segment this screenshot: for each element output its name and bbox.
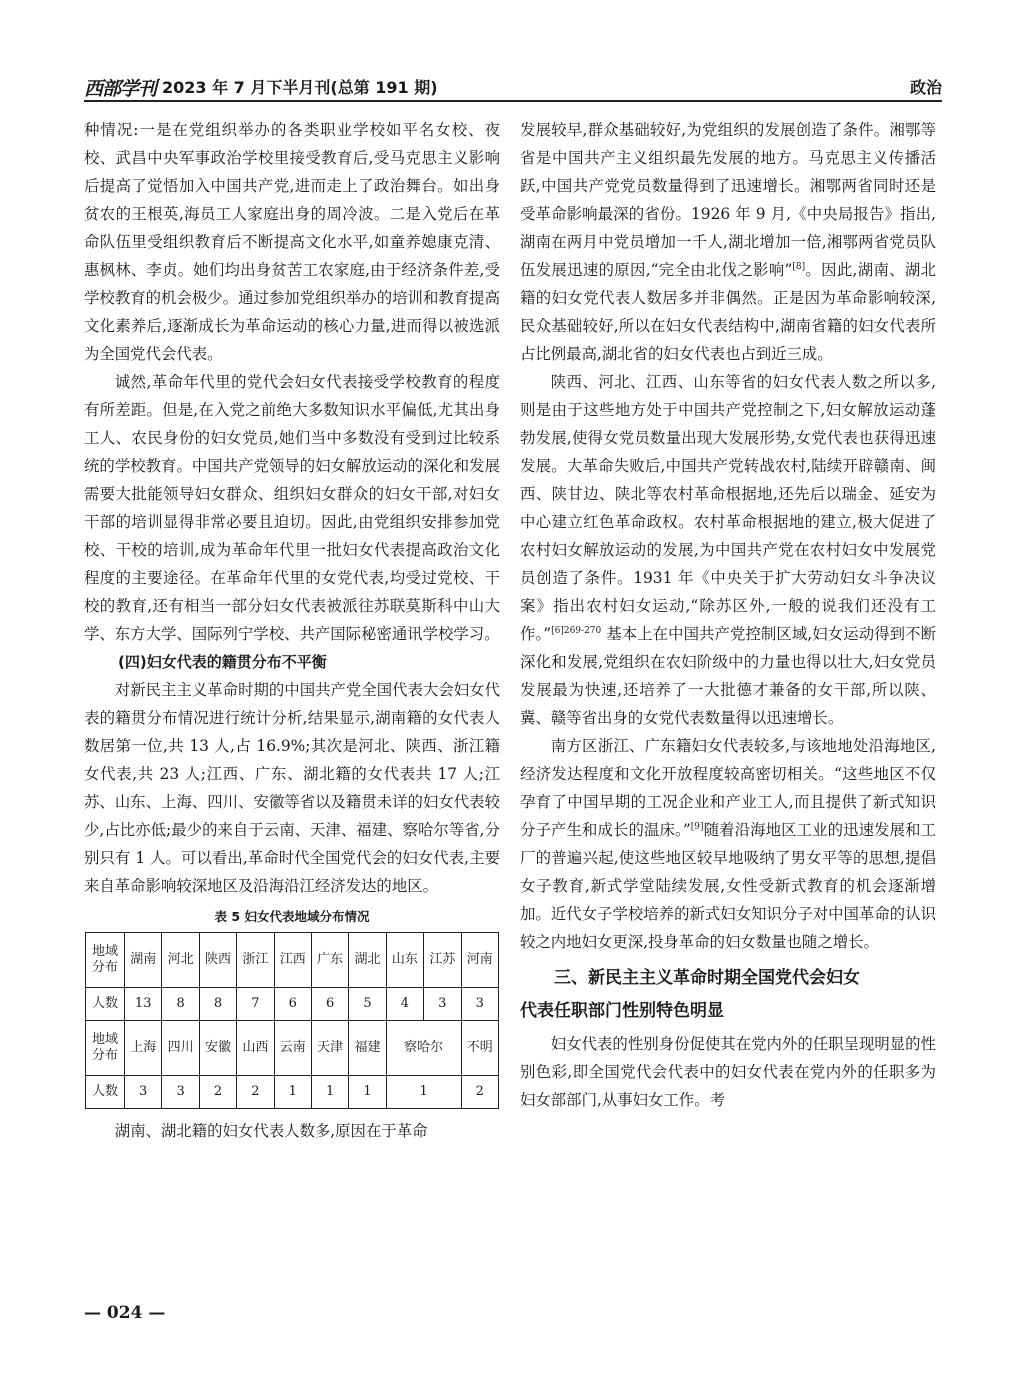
table-cell: 天津: [311, 1021, 348, 1076]
text-run: 发展较早,群众基础较好,为党组织的发展创造了条件。湘鄂等省是中国共产主义组织最先发展的地方。马克思主义传播活跃,中国共产党党员数量得到了迅速增长。湘鄂两省同时还是受革命影响最深的省份。1926 年 9 月,《中央局报告》指出,湖南在两月中党员增加一千人,湖北增加一倍,湘鄂两省党员队伍发展迅速的原因,“完全由北伐之影响”: [520, 121, 936, 279]
text-run: 。因此,湖南、湖北籍的妇女党代表人数居多并非偶然。正是因为革命影响较深,民众基础较好,所以在妇女代表结构中,湖南省籍的妇女代表所占比例最高,湖北省的妇女代表也占到近三成。: [520, 261, 936, 363]
paragraph: [520, 116, 936, 368]
text-run: 陕西、河北、江西、山东等省的妇女代表人数之所以多,则是由于这些地方处于中国共产党控制之下,妇女解放运动蓬勃发展,使得女党员数量出现大发展形势,女党代表也获得迅速发展。大革命失败后,中国共产党转战农村,陆续开辟赣南、闽西、陕甘边、陕北等农村革命根据地,还先后以瑞金、延安为中心建立红色革命政权。农村革命根据地的建立,极大促进了农村妇女解放运动的发展,为中国共产党在农村妇女中发展党员创造了条件。1931 年《中央关于扩大劳动妇女斗争决议案》指出农村妇女运动,“除苏区外,一般的说我们还没有工作。”: [520, 373, 936, 643]
text-run: 基本上在中国共产党控制区域,妇女运动得到不断深化和发展,党组织在农妇阶级中的力量也得以壮大,妇女党员发展最为快速,还培养了一大批德才兼备的女干部,所以陕、冀、赣等省出身的女党代表数量得以迅速增长。: [520, 625, 936, 727]
table-cell: 6: [311, 988, 348, 1021]
table-cell: 5: [349, 988, 386, 1021]
table-cell: 1: [274, 1076, 311, 1109]
text-run: 南方区浙江、广东籍妇女代表较多,与该地地处沿海地区,经济发达程度和文化开放程度较高密切相关。“这些地区不仅孕育了中国早期的工况企业和产业工人,而且提供了新式知识分子产生和成长的温床。”: [520, 737, 936, 839]
table-cell: 2: [461, 1076, 498, 1109]
section-heading: [520, 962, 936, 1028]
table-cell: 3: [125, 1076, 162, 1109]
table-cell: 云南: [274, 1021, 311, 1076]
left-column: [84, 116, 500, 1145]
table-row: [86, 1076, 499, 1109]
paragraph: [520, 732, 936, 956]
table-cell: 3: [162, 1076, 199, 1109]
paragraph: 诚然,革命年代里的党代会妇女代表接受学校教育的程度有所差距。但是,在入党之前绝大多数知识水平偏低,尤其出身工人、农民身份的妇女党员,她们当中多数没有受到过比较系统的学校教育。中国共产党领导的妇女解放运动的深化和发展需要大批能领导妇女群众、组织妇女群众的妇女干部,对妇女干部的培训显得非常必要且迫切。因此,由党组织安排参加党校、干校的培训,成为革命年代里一批妇女代表提高政治文化程度的主要途径。在革命年代里的女党代表,均受过党校、干校的教育,还有相当一部分妇女代表被派往苏联莫斯科中山大学、东方大学、国际列宁学校、共产国际秘密通讯学校学习。: [84, 373, 500, 643]
table-row: [86, 1021, 499, 1076]
right-column: [520, 116, 936, 1114]
journal-logo: 西部学刊: [84, 78, 157, 100]
row-header: 地域分布: [86, 1021, 125, 1076]
table-row: [86, 988, 499, 1021]
table-cell: 2: [237, 1076, 274, 1109]
table-cell: 1: [349, 1076, 386, 1109]
citation[interactable]: [8]: [792, 261, 806, 272]
table-cell: 2: [199, 1076, 236, 1109]
table-caption: 表 5 妇女代表地域分布情况: [214, 909, 370, 924]
table-cell: 上海: [125, 1021, 162, 1076]
table-cell: 安徽: [199, 1021, 236, 1076]
table-cell: 3: [424, 988, 461, 1021]
table-cell: 1: [386, 1076, 461, 1109]
table-cell: 湖北: [349, 933, 386, 988]
table-cell: 河南: [461, 933, 498, 988]
paragraph: 对新民主主义革命时期的中国共产党全国代表大会妇女代表的籍贯分布情况进行统计分析,结果显示,湖南籍的女代表人数居第一位,共 13 人,占 16.9%;其次是河北、陕西、浙江籍女代表,共 23 人;江西、广东、湖北籍的女代表共 17 人;江苏、山东、上海、四川、安徽等省以及籍贯未详的妇女代表较少,占比亦低;最少的来自于云南、天津、福建、察哈尔等省,分别只有 1 人。可以看出,革命时代全国党代会的妇女代表,主要来自革命影响较深地区及沿海沿江经济发达的地区。: [84, 681, 500, 895]
table-cell: 福建: [349, 1021, 386, 1076]
table-cell: 察哈尔: [386, 1021, 461, 1076]
table-cell: 湖南: [125, 933, 162, 988]
table-cell: 四川: [162, 1021, 199, 1076]
page-number: — 024 —: [84, 1303, 166, 1323]
subheading: (四)妇女代表的籍贯分布不平衡: [118, 653, 327, 671]
row-header: 人数: [86, 988, 125, 1021]
table-cell: 陕西: [199, 933, 236, 988]
paragraph: [520, 368, 936, 732]
table-cell: 山西: [237, 1021, 274, 1076]
table-row: [86, 933, 499, 988]
text-run: 随着沿海地区工业的迅速发展和工厂的普遍兴起,使这些地区较早地吸纳了男女平等的思想,提倡女子教育,新式学堂陆续发展,女性受新式教育的机会逐渐增加。近代女子学校培养的新式妇女知识分子对中国革命的认识较之内地妇女更深,投身革命的妇女数量也随之增长。: [520, 821, 936, 951]
table-cell: 山东: [386, 933, 423, 988]
row-header: 人数: [86, 1076, 125, 1109]
table-cell: 广东: [311, 933, 348, 988]
row-header: 地域分布: [86, 933, 125, 988]
issue-info: 2023 年 7 月下半月刊(总第 191 期): [162, 78, 438, 97]
table-cell: 浙江: [237, 933, 274, 988]
running-header: [84, 72, 944, 98]
heading-line: 三、新民主主义革命时期全国党代会妇女: [554, 968, 860, 988]
heading-line: 代表任职部门性别特色明显: [520, 1001, 724, 1021]
section-label: 政治: [909, 78, 942, 97]
table-cell: 1: [311, 1076, 348, 1109]
table-cell: 4: [386, 988, 423, 1021]
paragraph: 妇女代表的性别身份促使其在党内外的任职呈现明显的性别色彩,即全国党代会代表中的妇女代表在党内外的任职多为妇女部部门,从事妇女工作。考: [520, 1035, 936, 1109]
table-cell: 13: [125, 988, 162, 1021]
paragraph: 种情况:一是在党组织举办的各类职业学校如平名女校、夜校、武昌中央军事政治学校里接受教育后,受马克思主义影响后提高了觉悟加入中国共产党,进而走上了政治舞台。如出身贫农的王根英,海员工人家庭出身的周冷波。二是入党后在革命队伍里受组织教育后不断提高文化水平,如童养媳康克清、惠枫林、李贞。她们均出身贫苦工农家庭,由于经济条件差,受学校教育的机会极少。通过参加党组织举办的培训和教育提高文化素养后,逐渐成长为革命运动的核心力量,进而得以被选派为全国党代会代表。: [84, 121, 500, 363]
header-rule: [84, 100, 942, 102]
table-cell: 江西: [274, 933, 311, 988]
table-cell: 7: [237, 988, 274, 1021]
table-cell: 6: [274, 988, 311, 1021]
paragraph: 湖南、湖北籍的妇女代表人数多,原因在于革命: [114, 1122, 428, 1140]
table-cell: 江苏: [424, 933, 461, 988]
table-cell: 8: [199, 988, 236, 1021]
table-cell: 不明: [461, 1021, 498, 1076]
table-cell: 3: [461, 988, 498, 1021]
citation[interactable]: [6]269-270: [551, 625, 602, 636]
citation[interactable]: [9]: [690, 821, 704, 832]
region-table: [85, 932, 499, 1109]
table-cell: 8: [162, 988, 199, 1021]
table-cell: 河北: [162, 933, 199, 988]
